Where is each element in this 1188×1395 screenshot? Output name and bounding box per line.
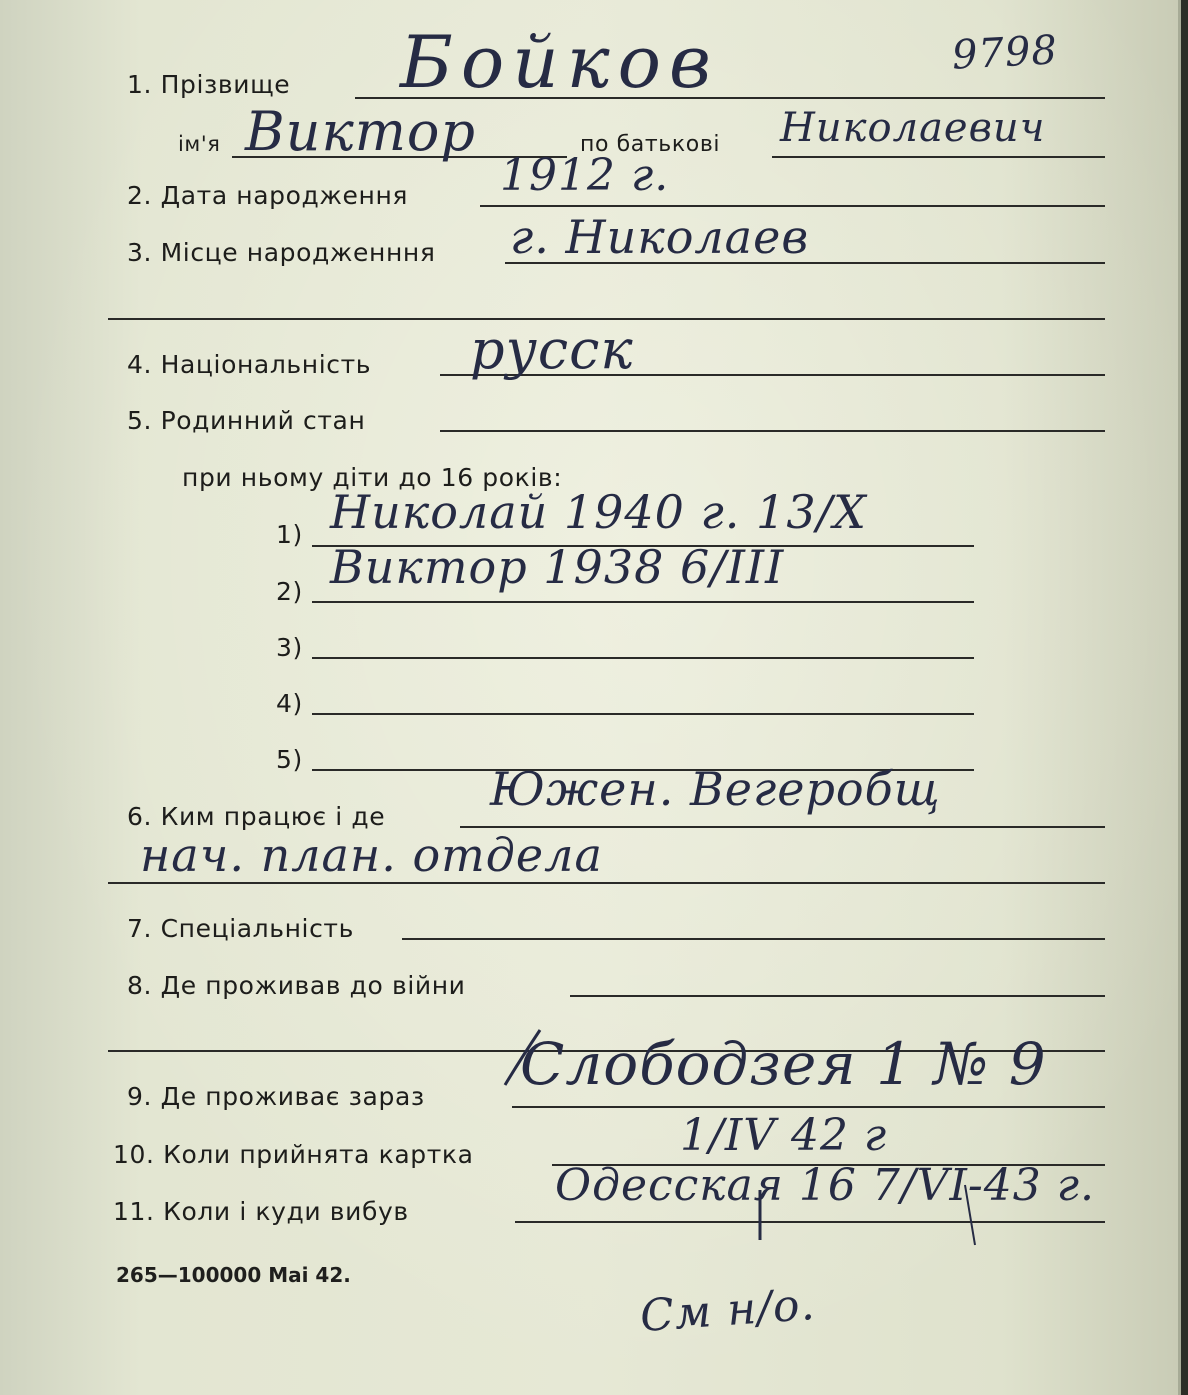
field-1-patronymic-value: Николаевич xyxy=(780,105,1046,151)
child-2-value: Виктор 1938 6/III xyxy=(330,540,785,594)
field-5-label: 5. Родинний стан xyxy=(127,406,366,435)
field-11-label: 11. Коли і куди вибув xyxy=(113,1197,409,1226)
field-9-value: Слободзея 1 № 9 xyxy=(520,1030,1047,1098)
child-1-number: 1) xyxy=(276,520,303,549)
field-1-name-value: Виктор xyxy=(245,100,476,163)
field-3-label: 3. Місце народженння xyxy=(127,238,436,267)
children-label: при ньому діти до 16 років: xyxy=(182,463,563,492)
field-1-name-label: ім'я xyxy=(178,132,221,156)
field-2-value: 1912 г. xyxy=(500,150,670,201)
field-6-label: 6. Ким працює і де xyxy=(127,802,386,831)
child-5-number: 5) xyxy=(276,745,303,774)
field-6-value-line2: нач. план. отдела xyxy=(140,828,603,882)
printer-imprint: 265—100000 Mai 42. xyxy=(116,1263,351,1287)
field-11-value: Одесская 16 7/VI-43 г. xyxy=(555,1160,1095,1211)
field-1-patronymic-label: по батькові xyxy=(580,132,721,157)
field-8-label: 8. Де проживав до війни xyxy=(127,971,466,1000)
bottom-note: См н/о. xyxy=(638,1278,817,1343)
field-2-label: 2. Дата народження xyxy=(127,181,409,210)
child-2-number: 2) xyxy=(276,577,303,606)
child-4-number: 4) xyxy=(276,689,303,718)
field-4-label: 4. Національність xyxy=(127,350,372,379)
field-10-label: 10. Коли прийнята картка xyxy=(113,1140,474,1169)
field-3-value: г. Николаев xyxy=(510,210,810,264)
field-10-value: 1/IV 42 г xyxy=(680,1110,888,1161)
field-1-surname-label: 1. Прізвище xyxy=(127,70,291,99)
child-3-number: 3) xyxy=(276,633,303,662)
field-1-surname-value: Бойков xyxy=(400,20,719,104)
field-7-label: 7. Спеціальність xyxy=(127,914,354,943)
field-6-value-line1: Южен. Вегеробщ xyxy=(490,762,941,816)
card-number: 9798 xyxy=(950,27,1059,79)
field-4-value: русск xyxy=(470,318,634,381)
child-1-value: Николай 1940 г. 13/X xyxy=(330,485,867,539)
field-9-label: 9. Де проживає зараз xyxy=(127,1082,425,1111)
